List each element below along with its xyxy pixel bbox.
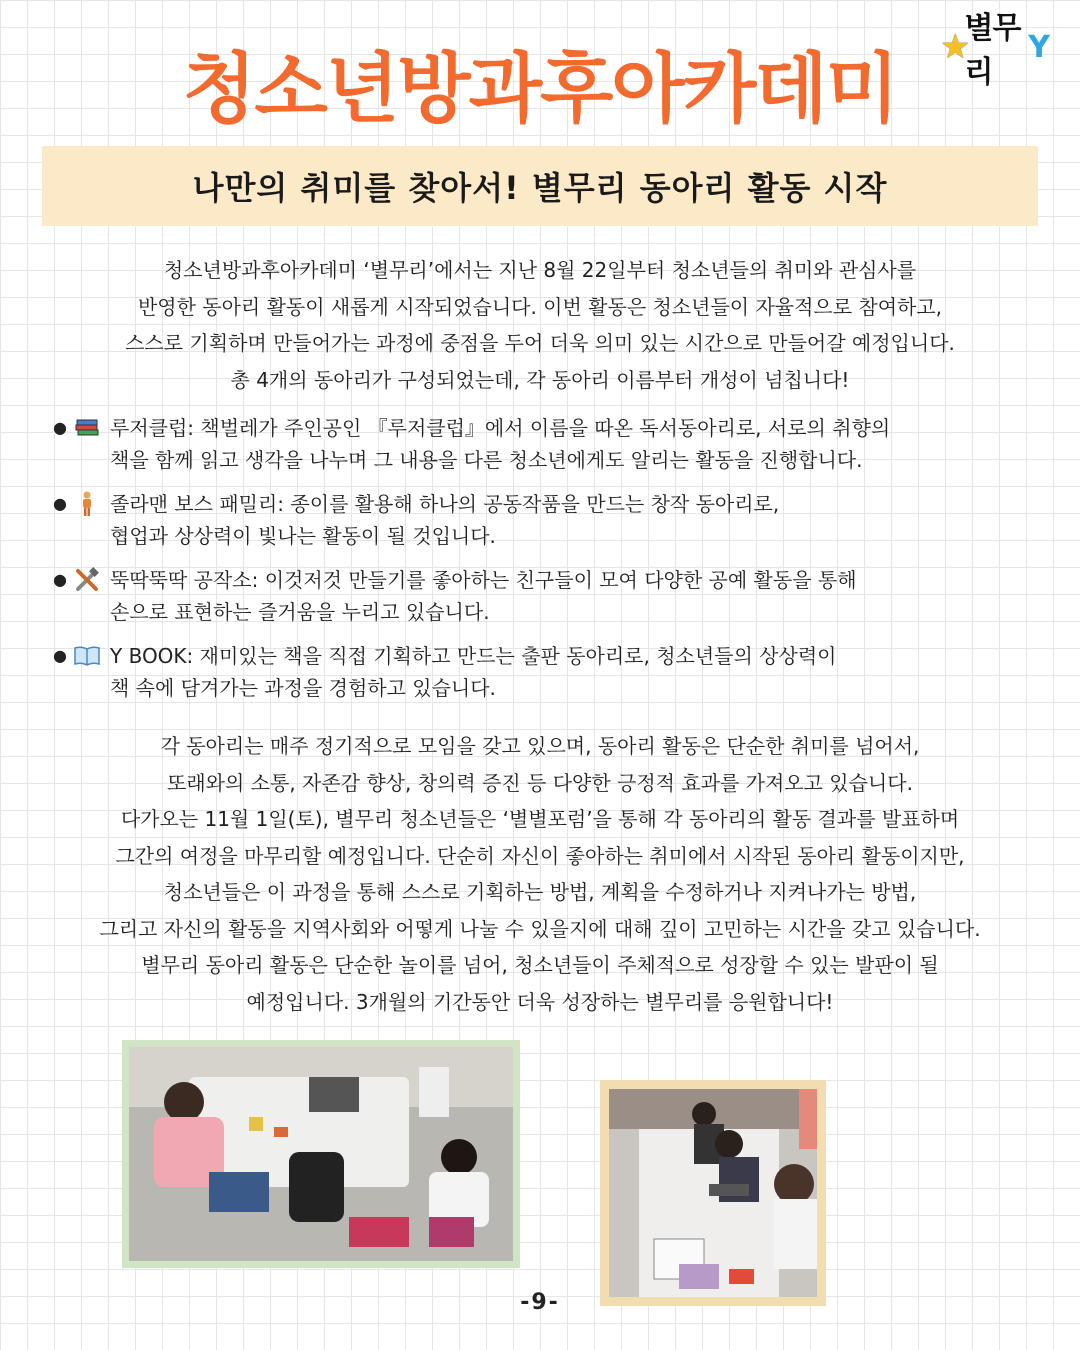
body-line: 또래와의 소통, 자존감 향상, 창의력 증진 등 다양한 긍정적 효과를 가져오고 있습니다. <box>167 770 913 795</box>
club-text-line: 뚝딱뚝딱 공작소: 이것저것 만들기를 좋아하는 친구들이 모여 다양한 공예 활동을 통해 <box>110 568 857 592</box>
star-icon: ★ <box>940 27 971 67</box>
intro-line: 청소년방과후아카데미 ‘별무리’에서는 지난 8월 22일부터 청소년들의 취미와 관심사를 <box>163 258 917 282</box>
person-icon <box>70 488 104 520</box>
body-line: 다가오는 11월 1일(토), 별무리 청소년들은 ‘별별포럼’을 통해 각 동아리의 활동 결과를 발표하며 <box>120 807 960 831</box>
club-text-line: 책 속에 담겨가는 과정을 경험하고 있습니다. <box>110 676 496 700</box>
club-text-line: 책을 함께 읽고 생각을 나누며 그 내용을 다른 청소년에게도 알리는 활동을 진행합니다. <box>110 448 863 472</box>
activity-photo <box>600 1080 826 1306</box>
club-text-line: 손으로 표현하는 즐거움을 누리고 있습니다. <box>110 600 490 624</box>
logo-suffix: Y <box>1028 29 1050 65</box>
intro-paragraph <box>40 252 1040 398</box>
books-icon <box>70 412 104 444</box>
open-book-icon <box>70 640 104 672</box>
club-text-line: 루저클럽: 책벌레가 주인공인 『루저클럽』에서 이름을 따온 독서동아리로, 서로의 취향의 <box>110 416 891 440</box>
intro-line: 스스로 기획하며 만들어가는 과정에 중점을 두어 더욱 의미 있는 시간으로 만들어갈 예정입니다. <box>125 331 955 355</box>
intro-line: 반영한 동아리 활동이 새롭게 시작되었습니다. 이번 활동은 청소년들이 자율적으로 참여하고, <box>137 294 943 319</box>
page-title: 청소년방과후아카데미 <box>182 44 898 133</box>
club-text-line: 졸라맨 보스 패밀리: 종이를 활용해 하나의 공동작품을 만드는 창작 동아리로, <box>110 492 780 516</box>
body-line: 각 동아리는 매주 정기적으로 모임을 갖고 있으며, 동아리 활동은 단순한 취미를 넘어서, <box>160 734 920 758</box>
club-text-line: Y BOOK: 재미있는 책을 직접 기획하고 만드는 출판 동아리로, 청소년들의 상상력이 <box>110 644 837 668</box>
logo-text: 별무리 <box>964 11 1021 90</box>
activity-photo <box>122 1040 520 1268</box>
club-item <box>50 640 1030 704</box>
photo-image <box>129 1047 513 1261</box>
body-line: 별무리 동아리 활동은 단순한 놀이를 넘어, 청소년들이 주체적으로 성장할 수 있는 발판이 될 <box>141 953 939 977</box>
club-text-line: 협업과 상상력이 빛나는 활동이 될 것입니다. <box>110 524 496 548</box>
body-line: 예정입니다. 3개월의 기간동안 더욱 성장하는 별무리를 응원합니다! <box>246 989 834 1014</box>
body-line: 청소년들은 이 과정을 통해 스스로 기획하는 방법, 계획을 수정하거나 지켜나가는 방법, <box>163 880 917 904</box>
club-item <box>50 412 1030 476</box>
bullet: ● <box>53 418 67 437</box>
club-list <box>50 412 1030 716</box>
subtitle-banner <box>42 146 1038 226</box>
tools-icon <box>70 564 104 596</box>
page-number: -9- <box>520 1290 560 1315</box>
body-line: 그리고 자신의 활동을 지역사회와 어떻게 나눌 수 있을지에 대해 깊이 고민하는 시간을 갖고 있습니다. <box>99 916 981 941</box>
intro-line: 총 4개의 동아리가 구성되었는데, 각 동아리 이름부터 개성이 넘칩니다! <box>230 367 850 392</box>
club-item <box>50 488 1030 552</box>
subtitle: 나만의 취미를 찾아서! 별무리 동아리 활동 시작 <box>192 169 888 207</box>
body-line: 그간의 여정을 마무리할 예정입니다. 단순히 자신이 좋아하는 취미에서 시작된 동아리 활동이지만, <box>115 843 965 868</box>
bullet: ● <box>53 570 67 589</box>
bullet: ● <box>53 646 67 665</box>
club-item <box>50 564 1030 628</box>
photo-image <box>609 1089 817 1297</box>
bullet: ● <box>53 494 67 513</box>
body-paragraph <box>20 728 1060 1020</box>
